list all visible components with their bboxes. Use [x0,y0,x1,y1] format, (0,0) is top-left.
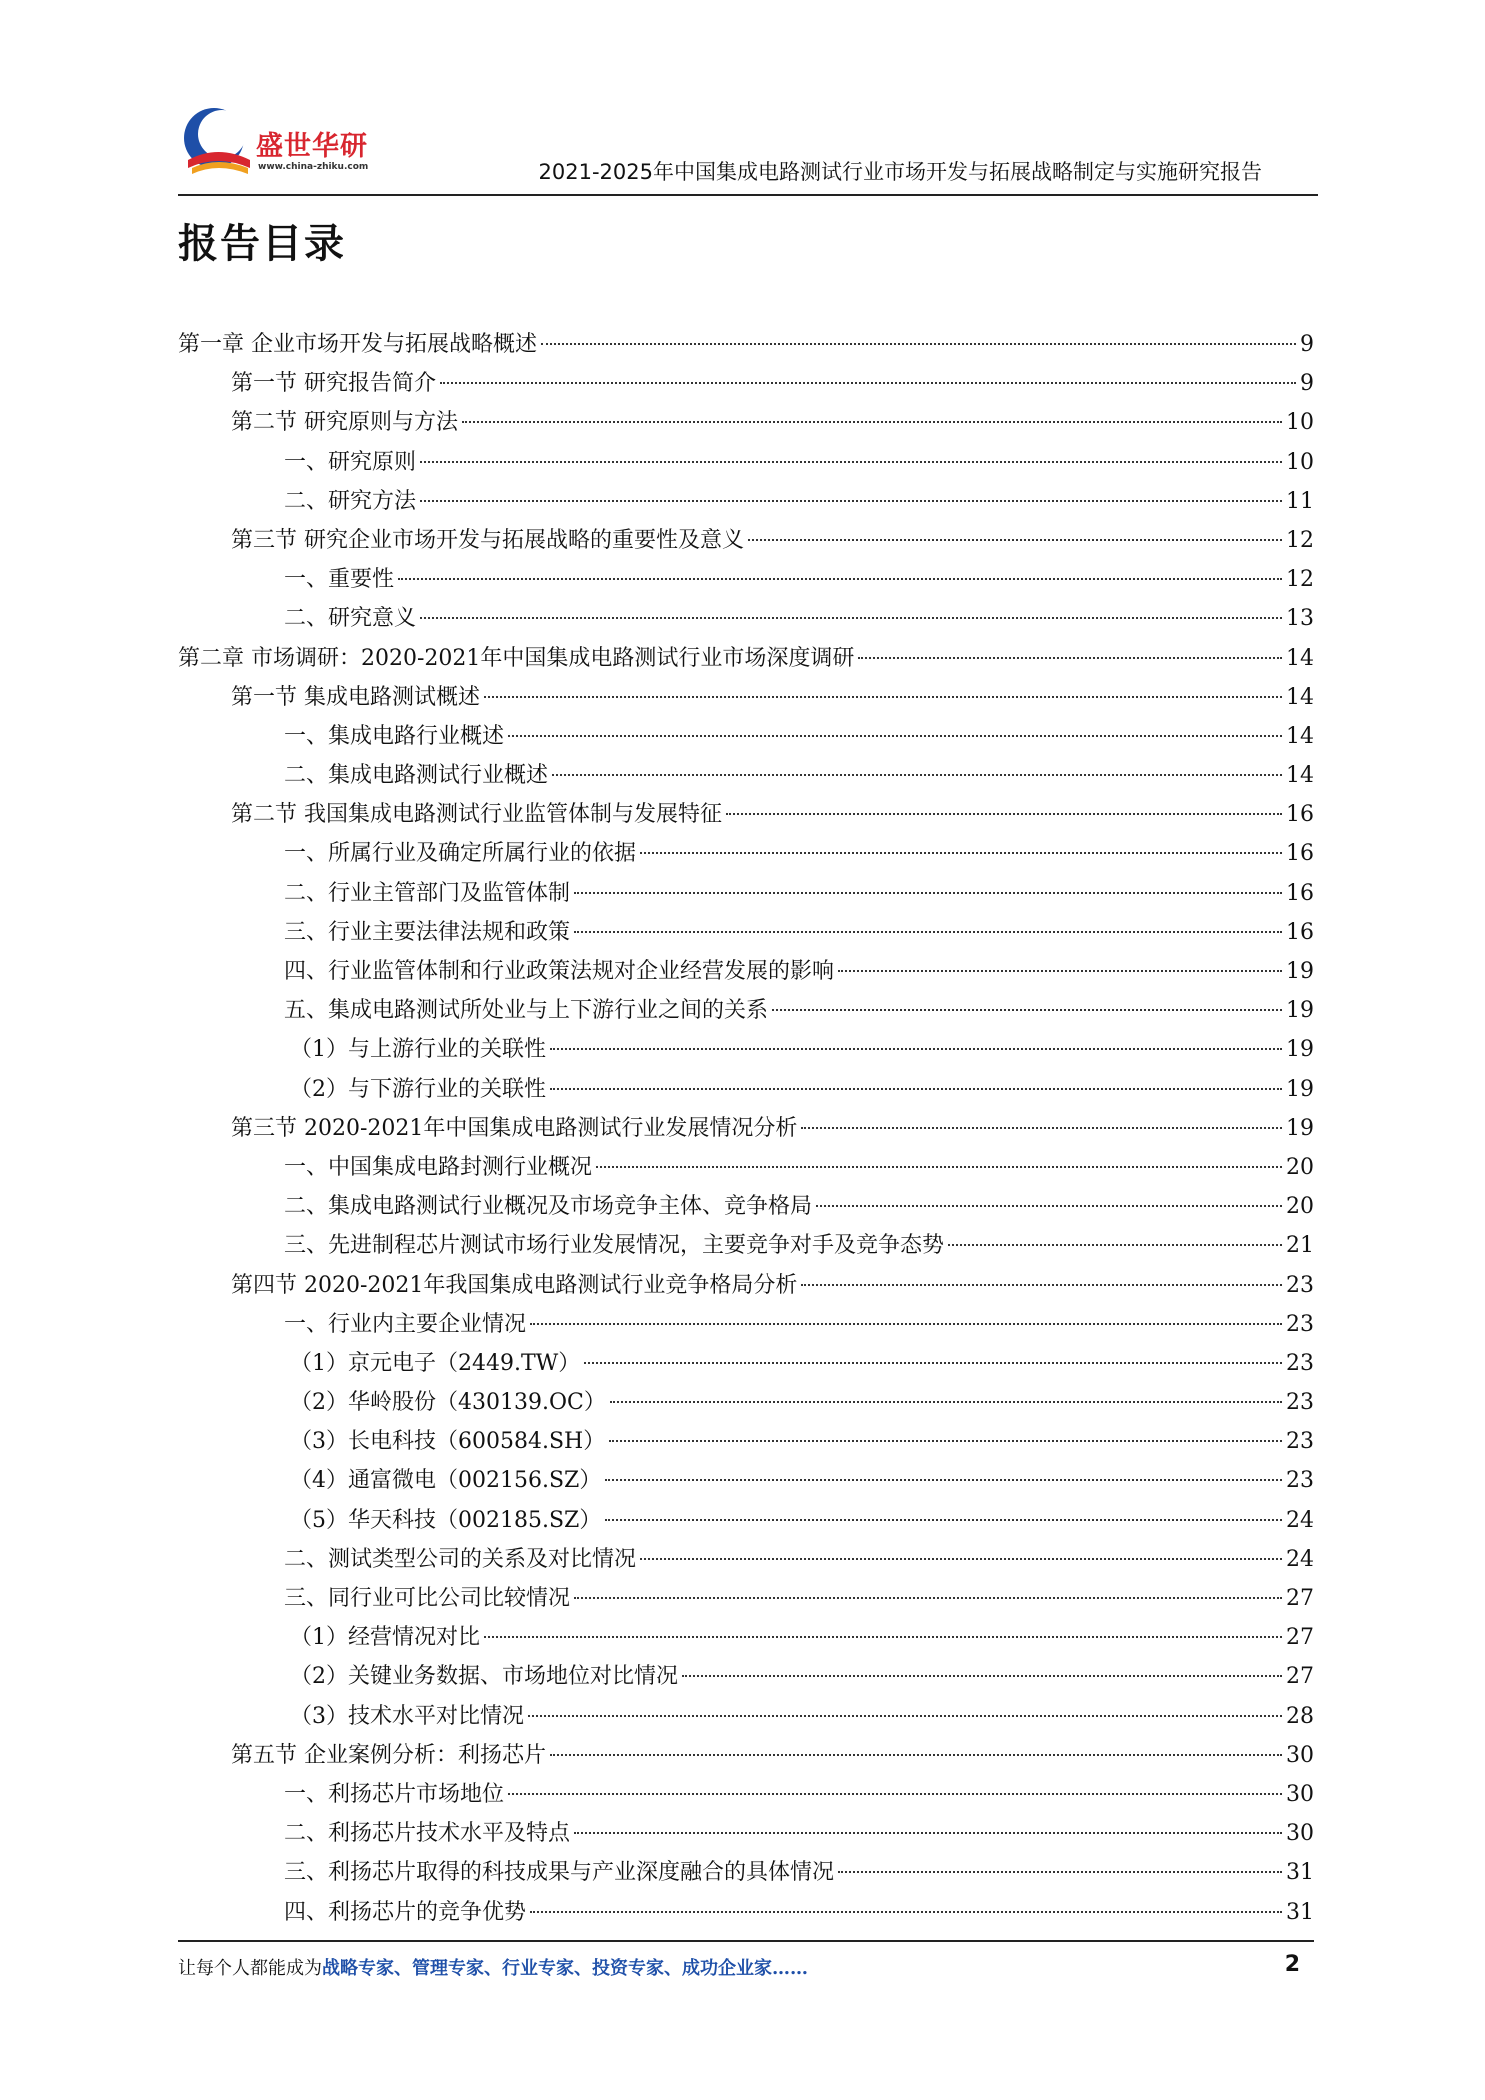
toc-dot-leader [816,1205,1282,1207]
toc-entry-label: 二、研究方法 [284,488,417,514]
toc-entry-label: 第三节 研究企业市场开发与拓展战略的重要性及意义 [231,527,744,553]
toc-entry-page: 19 [1286,959,1314,984]
toc-entry[interactable] [178,325,1314,364]
toc-entry-label: 四、行业监管体制和行业政策法规对企业经营发展的影响 [284,959,835,984]
toc-entry[interactable] [178,1697,1314,1736]
toc-dot-leader [550,1754,1282,1756]
toc-dot-leader [605,1479,1282,1481]
toc-dot-leader [398,578,1282,580]
toc-entry[interactable] [178,1305,1314,1344]
toc-dot-leader [574,1597,1282,1599]
toc-entry[interactable] [178,639,1314,678]
toc-entry-label: 一、中国集成电路封测行业概况 [284,1154,593,1180]
toc-entry-label: 二、研究意义 [284,606,417,632]
toc-entry-page: 13 [1286,606,1314,632]
toc-entry-label: 第二节 我国集成电路测试行业监管体制与发展特征 [231,802,722,828]
toc-dot-leader [838,970,1282,972]
toc-dot-leader [640,1558,1282,1560]
toc-entry[interactable] [178,1030,1314,1069]
toc-entry-label: （3）技术水平对比情况 [290,1703,524,1729]
toc-dot-leader [726,813,1282,815]
toc-entry[interactable] [178,1775,1314,1814]
toc-entry-page: 20 [1286,1194,1314,1220]
toc-entry-page: 28 [1286,1703,1314,1729]
toc-dot-leader [574,1832,1282,1834]
toc-dot-leader [508,735,1282,737]
toc-entry[interactable] [178,482,1314,521]
toc-entry-page: 14 [1286,684,1314,710]
toc-entry-page: 16 [1286,880,1314,906]
toc-entry-page: 10 [1286,449,1314,475]
toc-dot-leader [484,1636,1282,1638]
toc-entry-page: 31 [1286,1860,1314,1886]
toc-entry[interactable] [178,599,1314,638]
report-title: 2021-2025年中国集成电路测试行业市场开发与拓展战略制定与实施研究报告 [538,160,1262,184]
toc-entry-label: （4）通富微电（002156.SZ） [290,1468,602,1494]
toc-dot-leader [801,1284,1282,1286]
toc-entry-page: 9 [1300,371,1314,397]
toc-dot-leader [748,539,1282,541]
toc-entry-page: 27 [1286,1625,1314,1651]
toc-entry[interactable] [178,834,1314,873]
toc-entry-page: 23 [1286,1311,1314,1337]
toc-entry-page: 23 [1286,1429,1314,1455]
page-header [178,100,1318,196]
slogan-lead: 让每个人都能成为 [178,1958,322,1979]
toc-dot-leader [528,1715,1282,1717]
toc-dot-leader [550,1048,1282,1050]
toc-entry[interactable] [178,1383,1314,1422]
toc-entry-page: 31 [1286,1899,1314,1925]
toc-entry-label: 五、集成电路测试所处业与上下游行业之间的关系 [284,998,769,1024]
toc-dot-leader [420,500,1282,502]
toc-dot-leader [596,1166,1282,1168]
toc-entry-page: 30 [1286,1742,1314,1768]
toc-dot-leader [948,1244,1282,1246]
toc-entry-page: 12 [1286,567,1314,593]
toc-dot-leader [801,1127,1282,1129]
page-number: 2 [1284,1952,1300,1977]
toc-entry-page: 30 [1286,1821,1314,1847]
toc-entry[interactable] [178,1148,1314,1187]
toc-entry-page: 16 [1286,841,1314,867]
toc-dot-leader [420,617,1282,619]
toc-entry[interactable] [178,952,1314,991]
toc-entry-label: 一、重要性 [284,567,395,593]
toc-dot-leader [552,774,1282,776]
toc-entry-label: （1）经营情况对比 [290,1625,480,1651]
toc-entry-label: 一、所属行业及确定所属行业的依据 [284,841,637,867]
toc-entry-label: （1）京元电子（2449.TW） [290,1350,581,1376]
toc-entry-page: 23 [1286,1390,1314,1416]
toc-entry[interactable] [178,560,1314,599]
toc-entry-label: 第二章 市场调研：2020-2021年中国集成电路测试行业市场深度调研 [178,645,855,671]
toc-entry[interactable] [178,756,1314,795]
toc-dot-leader [682,1675,1282,1677]
toc-entry-label: 三、先进制程芯片测试市场行业发展情况，主要竞争对手及竞争态势 [284,1233,945,1259]
toc-entry-page: 21 [1286,1233,1314,1259]
toc-dot-leader [640,852,1282,854]
page-footer [178,1940,1314,1979]
toc-entry-label: 二、测试类型公司的关系及对比情况 [284,1546,637,1572]
toc-entry-page: 23 [1286,1272,1314,1298]
toc-dot-leader [605,1519,1282,1521]
toc-entry-label: 三、利扬芯片取得的科技成果与产业深度融合的具体情况 [284,1860,835,1886]
toc-entry[interactable] [178,1736,1314,1775]
toc-dot-leader [484,696,1282,698]
logo-book-icon [178,104,258,184]
toc-entry[interactable] [178,1501,1314,1540]
toc-entry-label: 二、利扬芯片技术水平及特点 [284,1821,571,1847]
toc-entry-label: （1）与上游行业的关联性 [290,1037,546,1063]
toc-entry-page: 27 [1286,1664,1314,1690]
toc-entry-page: 16 [1286,919,1314,945]
toc-entry-label: 第一节 研究报告简介 [231,371,436,397]
toc-entry-label: 二、集成电路测试行业概述 [284,763,549,789]
toc-entry-label: （3）长电科技（600584.SH） [290,1429,606,1455]
toc-dot-leader [550,1088,1282,1090]
toc-entry-page: 14 [1286,645,1314,671]
toc-entry-page: 23 [1286,1468,1314,1494]
toc-entry-label: 第四节 2020-2021年我国集成电路测试行业竞争格局分析 [231,1272,798,1298]
toc-entry[interactable] [178,1540,1314,1579]
toc-entry[interactable] [178,1422,1314,1461]
toc-entry-label: 二、集成电路测试行业概况及市场竞争主体、竞争格局 [284,1194,813,1220]
table-of-contents [178,325,1314,1932]
toc-dot-leader [508,1793,1282,1795]
toc-dot-leader [530,1323,1282,1325]
toc-dot-leader [574,892,1282,894]
footer-slogan [178,1954,808,1980]
toc-entry-label: 第二节 研究原则与方法 [231,410,458,436]
toc-entry[interactable] [178,874,1314,913]
toc-entry-label: 第一章 企业市场开发与拓展战略概述 [178,332,537,357]
toc-entry-label: 一、研究原则 [284,449,417,475]
toc-entry-page: 19 [1286,1037,1314,1063]
toc-entry-page: 24 [1286,1507,1314,1533]
toc-entry-label: （2）与下游行业的关联性 [290,1076,546,1102]
toc-dot-leader [772,1009,1282,1011]
toc-entry-label: 第五节 企业案例分析：利扬芯片 [231,1742,546,1768]
toc-entry-page: 9 [1300,332,1314,357]
toc-dot-leader [610,1401,1282,1403]
toc-entry[interactable] [178,1226,1314,1265]
toc-entry[interactable] [178,717,1314,756]
toc-entry[interactable] [178,403,1314,442]
toc-entry-page: 11 [1286,488,1314,514]
toc-entry[interactable] [178,1657,1314,1696]
toc-entry-label: （2）关键业务数据、市场地位对比情况 [290,1664,678,1690]
toc-entry-page: 10 [1286,410,1314,436]
toc-entry-label: 四、利扬芯片的竞争优势 [284,1899,527,1925]
toc-entry-page: 12 [1286,527,1314,553]
toc-entry[interactable] [178,521,1314,560]
toc-entry[interactable] [178,364,1314,403]
toc-entry[interactable] [178,795,1314,834]
toc-entry-page: 19 [1286,998,1314,1024]
toc-entry-page: 30 [1286,1781,1314,1807]
slogan-highlight: 战略专家、管理专家、行业专家、投资专家、成功企业家…… [322,1958,808,1979]
toc-entry-label: （2）华岭股份（430139.OC） [290,1390,606,1416]
toc-entry-page: 19 [1286,1115,1314,1141]
toc-entry[interactable] [178,1618,1314,1657]
toc-entry-page: 16 [1286,802,1314,828]
toc-entry-label: 第三节 2020-2021年中国集成电路测试行业发展情况分析 [231,1115,798,1141]
toc-dot-leader [574,931,1282,933]
toc-entry[interactable] [178,1579,1314,1618]
toc-entry[interactable] [178,1853,1314,1892]
toc-entry-label: 三、行业主要法律法规和政策 [284,919,571,945]
toc-dot-leader [420,461,1282,463]
toc-entry-label: 一、利扬芯片市场地位 [284,1781,505,1807]
toc-entry[interactable] [178,1344,1314,1383]
page-heading: 报告目录 [178,221,346,267]
toc-entry-page: 14 [1286,763,1314,789]
toc-entry-page: 19 [1286,1076,1314,1102]
toc-dot-leader [838,1871,1282,1873]
toc-entry-label: 三、同行业可比公司比较情况 [284,1586,571,1611]
toc-entry[interactable] [178,991,1314,1030]
toc-entry[interactable] [178,1266,1314,1305]
toc-entry-label: 一、行业内主要企业情况 [284,1311,527,1337]
toc-entry-label: 二、行业主管部门及监管体制 [284,880,571,906]
toc-entry-page: 14 [1286,723,1314,749]
toc-entry[interactable] [178,913,1314,952]
toc-entry-label: （5）华天科技（002185.SZ） [290,1507,602,1533]
toc-entry[interactable] [178,1814,1314,1853]
logo-url: www.china-zhiku.com [258,162,369,172]
toc-entry-page: 27 [1286,1586,1314,1611]
toc-entry[interactable] [178,1893,1314,1932]
toc-dot-leader [541,343,1296,345]
toc-entry[interactable] [178,1461,1314,1500]
toc-entry[interactable] [178,1109,1314,1148]
toc-entry-label: 第一节 集成电路测试概述 [231,684,480,710]
toc-entry[interactable] [178,1187,1314,1226]
toc-entry[interactable] [178,1070,1314,1109]
toc-entry[interactable] [178,678,1314,717]
toc-entry-page: 20 [1286,1154,1314,1180]
toc-dot-leader [530,1911,1282,1913]
toc-entry-page: 24 [1286,1546,1314,1572]
toc-entry-label: 一、集成电路行业概述 [284,723,505,749]
toc-dot-leader [609,1440,1282,1442]
toc-entry-page: 23 [1286,1350,1314,1376]
toc-dot-leader [858,657,1282,659]
toc-dot-leader [440,382,1296,384]
logo-text: 盛世华研 [256,131,368,162]
toc-dot-leader [462,421,1282,423]
toc-dot-leader [584,1362,1282,1364]
toc-entry[interactable] [178,443,1314,482]
company-logo [178,104,408,188]
